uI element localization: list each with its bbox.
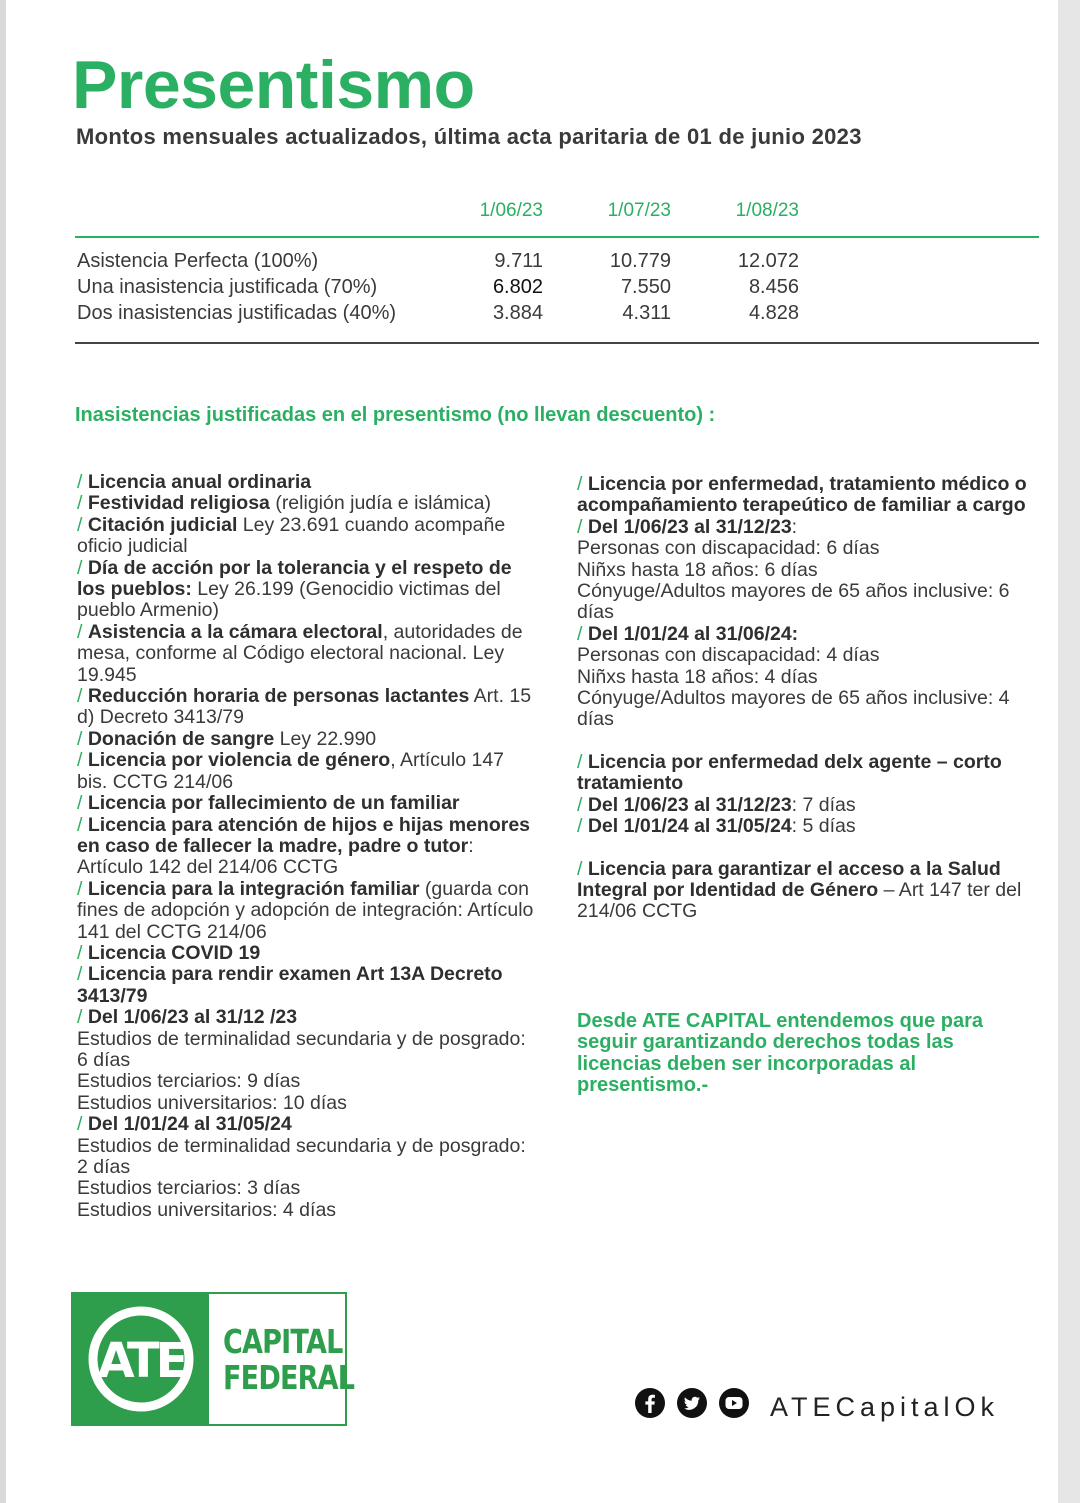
license-name: Licencia por enfermedad delx agente – corto tratamiento [577,750,1002,795]
logo-wordmark [223,1324,354,1396]
license-detail: Cónyuge/Adultos mayores de 65 años inclusive: 6 días [577,580,1010,624]
cell-value: 10.779 [609,250,671,272]
license-detail: Estudios universitarios: 4 días [77,1198,337,1221]
license-detail: (religión judía e islámica) [269,492,491,515]
slash-marker: / [77,963,88,986]
license-item [77,622,537,686]
slash-marker: / [77,471,88,493]
license-item [577,645,1027,666]
license-name: Licencia por violencia de género [87,749,391,772]
license-name: Del 1/06/23 al 31/12/23 [587,515,792,538]
license-detail: Niñxs hasta 18 años: 6 días [577,558,818,581]
slash-marker: / [77,792,88,815]
license-name: Reducción horaria de personas lactantes [87,685,470,708]
license-name: Licencia COVID 19 [87,941,261,964]
page-title: Presentismo [72,47,475,123]
column-header-jun: 1/06/23 [479,200,543,221]
cell-value: 4.311 [622,302,671,324]
license-item [77,1178,537,1199]
license-item [77,943,537,964]
license-item [77,964,537,1007]
license-detail: Estudios terciarios: 9 días [77,1070,301,1093]
license-name: Licencia por enfermedad, tratamiento médico o acompañamiento terapeútico de familiar a cargo [577,473,1027,517]
license-item [577,816,1027,837]
logo-line-1: CAPITAL [223,1322,343,1361]
license-name: Licencia para atención de hijos e hijas menores en caso de fallecer la madre, padre o tutor [77,813,531,857]
column-header-aug: 1/08/23 [735,200,799,221]
license-item [77,515,537,558]
license-detail: Estudios universitarios: 10 días [77,1091,347,1114]
license-name: Asistencia a la cámara electoral [87,620,383,643]
license-item [77,750,537,793]
slash-marker: / [577,750,588,773]
license-detail: – Art 147 ter del 214/06 CCTG [577,878,1022,923]
license-name: Citación judicial [87,513,238,536]
license-item [577,795,1027,816]
slash-marker: / [77,749,88,772]
license-detail: : 5 días [791,815,856,838]
license-item [77,815,537,879]
license-item [577,624,1027,645]
license-item [77,1029,537,1072]
table-header [75,196,1039,238]
license-detail: , Artículo 147 bis. CCTG 214/06 [77,749,505,793]
cell-value: 9.711 [494,250,543,272]
table-row [75,250,1039,276]
column-header-jul: 1/07/23 [607,200,671,221]
cell-value: 3.884 [492,302,543,324]
twitter-icon[interactable] [676,1387,708,1419]
slash-marker: / [577,622,588,645]
slash-marker: / [577,857,588,880]
page-edge-left [0,0,6,1503]
slash-marker: / [77,556,88,579]
license-item [77,1200,537,1221]
slash-marker: / [77,1113,88,1136]
row-label: Asistencia Perfecta (100%) [77,250,319,272]
short-illness-block [577,752,1027,838]
table-row [75,302,1039,328]
license-item [77,1007,537,1028]
license-detail: : Artículo 142 del 214/06 CCTG [77,834,474,879]
right-license-list [577,474,1027,923]
page-edge-right [1058,0,1080,1503]
license-detail: Niñxs hasta 18 años: 4 días [577,665,818,688]
license-name: Licencia para garantizar el acceso a la Salud Integral por Identidad de Género [577,857,1001,901]
social-handle: ATECapitalOk [770,1392,1000,1422]
license-item [577,538,1027,559]
gender-identity-block [577,859,1027,923]
license-item [577,517,1027,538]
logo-line-2: FEDERAL [223,1358,355,1397]
license-item [77,793,537,814]
table-body [75,238,1039,344]
table-row [75,276,1039,302]
slash-marker: / [77,685,88,708]
license-name: Licencia por fallecimiento de un familiar [87,792,460,815]
cell-value: 8.456 [748,276,799,298]
facebook-icon[interactable] [634,1387,666,1419]
ate-capital-logo [71,1292,355,1426]
slash-marker: / [77,513,88,536]
license-name: Del 1/06/23 al 31/12 /23 [87,1006,298,1029]
license-detail: Personas con discapacidad: 6 días [577,537,880,560]
logo-mark-text: ATE [97,1333,185,1389]
license-name: Del 1/01/24 al 31/05/24 [587,815,792,838]
license-name: Licencia para la integración familiar [87,877,420,900]
license-item [77,558,537,622]
slash-marker: / [577,815,588,838]
closing-note: Desde ATE CAPITAL entendemos que para seguir garantizando derechos todas las licencias deben ser incorporadas al presentismo.- [577,1010,984,1097]
license-name: Del 1/01/24 al 31/05/24 [87,1113,292,1136]
license-detail: Ley 22.990 [274,727,377,750]
cell-value: 12.072 [737,250,799,272]
license-name: Del 1/01/24 al 31/06/24: [587,622,799,645]
row-label: Dos inasistencias justificadas (40%) [77,302,397,324]
logo-mark [73,1294,209,1424]
license-item [77,1093,537,1114]
license-item [577,560,1027,581]
cell-value: 6.802 [492,276,543,298]
amounts-table [75,196,1039,344]
license-item [577,688,1027,731]
slash-marker: / [77,941,88,964]
license-item [577,859,1027,923]
license-detail: Ley 26.199 (Genocidio victimas del pueblo Armenio) [77,578,501,622]
cell-value: 7.550 [620,276,671,298]
license-detail: Estudios terciarios: 3 días [77,1177,301,1200]
license-item [77,686,537,729]
page-subtitle: Montos mensuales actualizados, última acta paritaria de 01 de junio 2023 [76,124,862,149]
license-detail: , autoridades de mesa, conforme al Código electoral nacional. Ley 19.945 [77,620,523,686]
license-name: Licencia anual ordinaria [87,471,312,493]
left-license-list [77,472,537,1221]
license-detail: Ley 23.691 cuando acompañe oficio judicial [77,513,506,558]
license-name: Del 1/06/23 al 31/12/23 [587,793,792,816]
slash-marker: / [77,620,88,643]
justified-absences-heading: Inasistencias justificadas en el presentismo (no llevan descuento) : [75,404,716,426]
license-detail: Estudios de terminalidad secundaria y de posgrado: 2 días [77,1134,526,1178]
license-name: Festividad religiosa [87,492,270,515]
youtube-icon[interactable] [718,1387,750,1419]
slash-marker: / [577,473,588,495]
license-detail: Cónyuge/Adultos mayores de 65 años inclusive: 4 días [577,687,1010,731]
slash-marker: / [77,727,88,750]
slash-marker: / [577,515,588,538]
license-item [577,474,1027,517]
license-item [77,493,537,514]
license-name: Licencia para rendir examen Art 13A Decreto 3413/79 [77,963,503,1007]
license-item [77,472,537,493]
license-detail: : [791,515,798,538]
license-item [577,752,1027,795]
license-detail: Personas con discapacidad: 4 días [577,644,880,667]
slash-marker: / [77,813,88,836]
slash-marker: / [77,1006,88,1029]
license-item [77,729,537,750]
license-item [77,1136,537,1179]
license-item [577,667,1027,688]
license-name: Donación de sangre [87,727,275,750]
slash-marker: / [77,492,88,515]
family-illness-block [577,474,1027,731]
cell-value: 4.828 [748,302,799,324]
license-item [77,1114,537,1135]
license-item [77,879,537,943]
license-item [577,581,1027,624]
slash-marker: / [577,793,588,816]
row-label: Una inasistencia justificada (70%) [77,276,378,298]
license-detail: Estudios de terminalidad secundaria y de posgrado: 6 días [77,1027,526,1071]
slash-marker: / [77,877,88,900]
license-detail: : 7 días [791,793,856,816]
license-name: Día de acción por la tolerancia y el respeto de los pueblos: [77,556,512,601]
license-detail: (guarda con fines de adopción y adopción de integración: Artículo 141 del CCTG 214/06 [77,877,534,943]
license-detail: Art. 15 d) Decreto 3413/79 [77,685,532,729]
license-item [77,1071,537,1092]
